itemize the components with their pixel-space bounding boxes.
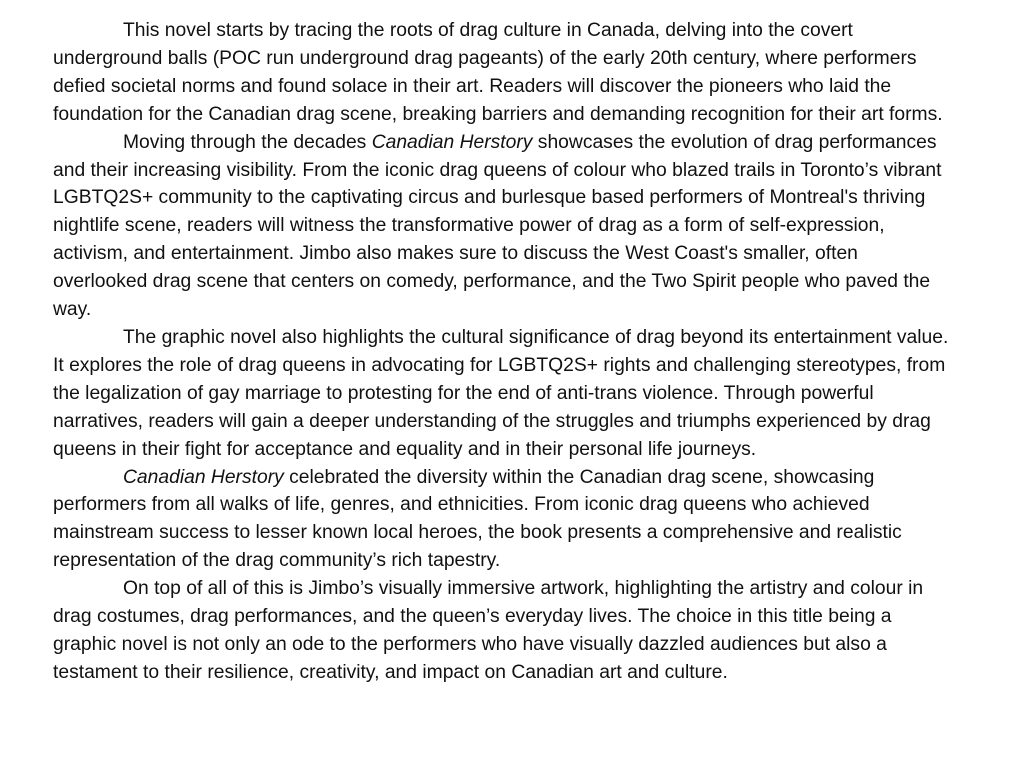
paragraph-roots: [53, 17, 955, 129]
paragraph-text: showcases the evolution of drag performances and their increasing visibility. From the iconic drag queens of colour who blazed trails in Toronto’s vibrant LGBTQ2S+ community to the captivating circus and burlesque based performers of Montreal's thriving nightlife scene, readers will witness the transformative power of drag as a form of self-expression, activism, and entertainment. Jimbo also makes sure to discuss the West Coast's smaller, often overlooked drag scene that centers on comedy, performance, and the Two Spirit people who paved the way.: [53, 131, 942, 321]
paragraph-text: On top of all of this is Jimbo’s visually immersive artwork, highlighting the artistry and colour in drag costumes, drag performances, and the queen’s everyday lives. The choice in this title being a graphic novel is not only an ode to the performers who have visually dazzled audiences but also a testament to their resilience, creativity, and impact on Canadian art and culture.: [53, 578, 924, 683]
document-body: [53, 17, 955, 687]
paragraph-evolution: [53, 129, 955, 324]
book-title: Canadian Herstory: [371, 131, 533, 153]
paragraph-significance: [53, 324, 955, 464]
paragraph-text: The graphic novel also highlights the cultural significance of drag beyond its entertainment value. It explores the role of drag queens in advocating for LGBTQ2S+ rights and challenging stereotypes, from the legalization of gay marriage to protesting for the end of anti-trans violence. Through powerful narratives, readers will gain a deeper understanding of the struggles and triumphs experienced by drag queens in their fight for acceptance and equality and in their personal life journeys.: [53, 326, 949, 460]
book-title: Canadian Herstory: [123, 466, 284, 488]
paragraph-text: Moving through the decades: [123, 131, 372, 153]
paragraph-diversity: [53, 464, 955, 576]
paragraph-text: celebrated the diversity within the Canadian drag scene, showcasing performers from all walks of life, genres, and ethnicities. From iconic drag queens who achieved mainstream success to lesser known local heroes, the book presents a comprehensive and realistic representation of the drag community’s rich tapestry.: [53, 466, 902, 572]
paragraph-artwork: [53, 575, 955, 687]
paragraph-text: This novel starts by tracing the roots of drag culture in Canada, delving into the covert underground balls (POC run underground drag pageants) of the early 20th century, where performers defied societal norms and found solace in their art. Readers will discover the pioneers who laid the foundation for the Canadian drag scene, breaking barriers and demanding recognition for their art forms.: [53, 20, 943, 125]
